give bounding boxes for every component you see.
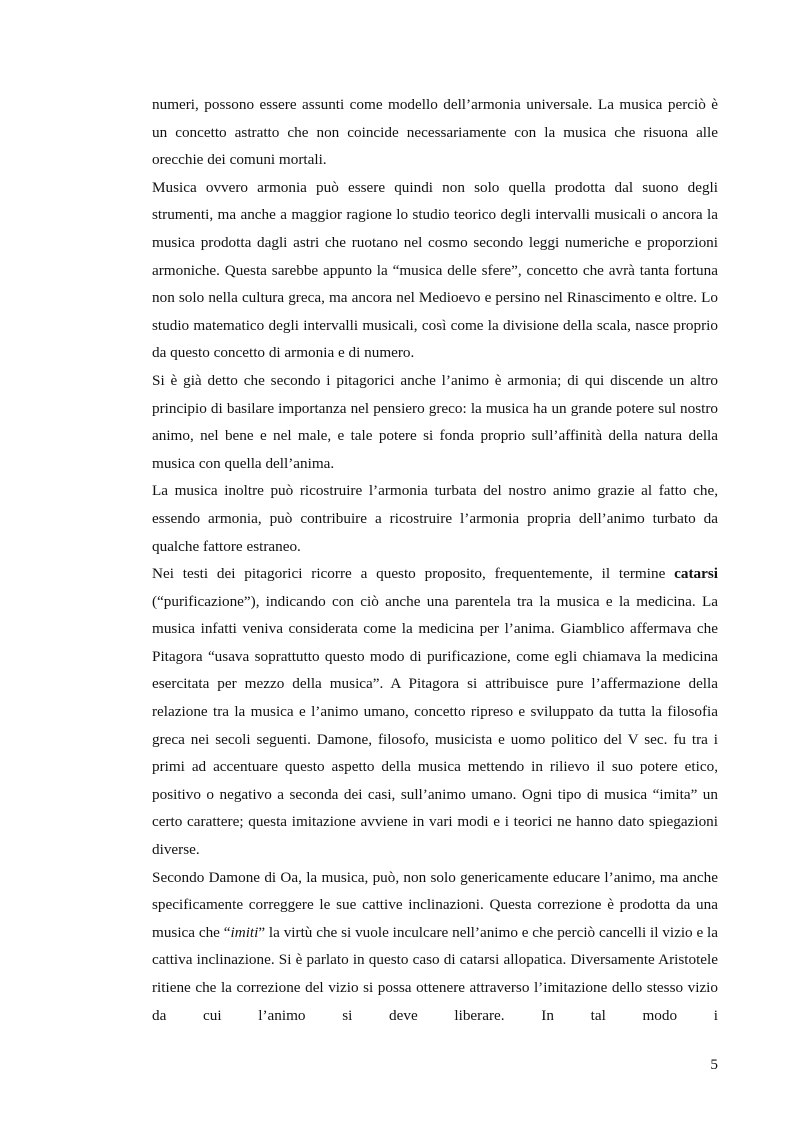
paragraph-5 [152, 560, 718, 864]
term-imiti: imiti [230, 923, 259, 941]
paragraph-5-text-start: Nei testi dei pitagorici ricorre a questo proposito, frequentemente, il termine [152, 565, 675, 583]
paragraph-6 [152, 864, 718, 1030]
paragraph-6-text-end: ” la virtù che si vuole inculcare nell’animo e che perciò cancelli il vizio e la cattiva inclinazione. Si è parlato in questo caso di catarsi allopatica. Diversamente Aristotele ritiene che la correzione del vizio si possa ottenere attraverso l’imitazione dello stesso vizio da cui l’animo si deve liberare. In tal modo i [152, 923, 719, 1024]
paragraph-6-text-start: Secondo Damone di Oa, la musica, può, non solo genericamente educare l’animo, ma anche specificamente correggere le sue cattive inclinazioni. Questa correzione è prodotta da una musica che “ [152, 868, 718, 941]
paragraph-5-text-end: (“purificazione”), indicando con ciò anche una parentela tra la musica e la medicina. La musica infatti veniva considerata come la medicina per l’anima. Giamblico affermava che Pitagora “usava soprattutto questo modo di purificazione, come egli chiamava la medicina esercitata per mezzo della musica”. A Pitagora si attribuisce pure l’affermazione della relazione tra la musica e l’animo umano, concetto ripreso e sviluppato da tutta la filosofia greca nei secoli seguenti. Damone, filosofo, musicista e uomo politico del V sec. fu tra i primi ad accentuare questo aspetto della musica mettendo in rilievo il suo potere etico, positivo o negativo a seconda dei casi, sull’animo umano. Ogni tipo di musica “imita” un certo carattere; questa imitazione avviene in vari modi e i teorici ne hanno dato spiegazioni diverse. [152, 592, 718, 859]
page-body [152, 91, 718, 1029]
paragraph-3: Si è già detto che secondo i pitagorici anche l’animo è armonia; di qui discende un altro principio di basilare importanza nel pensiero greco: la musica ha un grande potere sul nostro animo, nel bene e nel male, e tale potere si fonda proprio sull’affinità della natura della musica con quella dell’anima. [152, 371, 718, 472]
page-number: 5 [710, 1056, 718, 1073]
paragraph-4: La musica inoltre può ricostruire l’armonia turbata del nostro animo grazie al fatto che, essendo armonia, può contribuire a ricostruire l’armonia propria dell’animo turbato da qualche fattore estraneo. [152, 482, 718, 555]
paragraph-2: Musica ovvero armonia può essere quindi non solo quella prodotta dal suono degli strumenti, ma anche a maggior ragione lo studio teorico degli intervalli musicali o ancora la musica prodotta dagli astri che ruotano nel cosmo secondo leggi numeriche e proporzioni armoniche. Questa sarebbe appunto la “musica delle sfere”, concetto che avrà tanta fortuna non solo nella cultura greca, ma ancora nel Medioevo e persino nel Rinascimento e oltre. Lo studio matematico degli intervalli musicali, così come la divisione della scala, nasce proprio da questo concetto di armonia e di numero. [152, 178, 718, 362]
paragraph-1: numeri, possono essere assunti come modello dell’armonia universale. La musica perciò è un concetto astratto che non coincide necessariamente con la musica che risuona alle orecchie dei comuni mortali. [152, 96, 718, 169]
term-catarsi: catarsi [674, 565, 718, 583]
